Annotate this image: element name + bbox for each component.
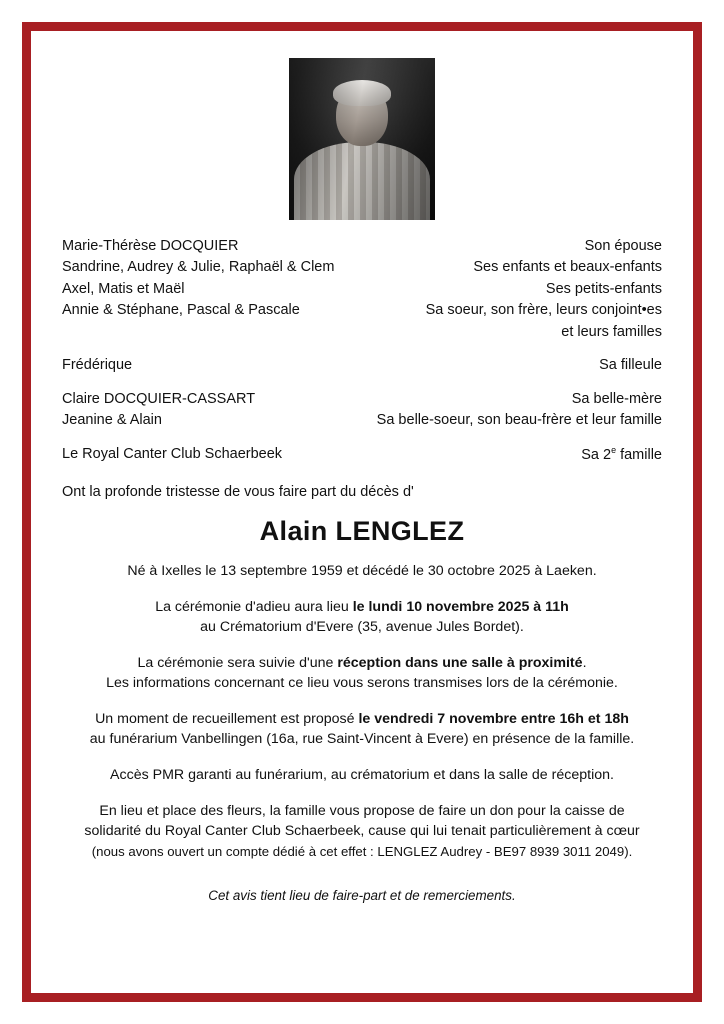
family-row: [62, 410, 662, 431]
family-relation: Sa filleule: [599, 357, 662, 374]
birth-death-line: Né à Ixelles le 13 septembre 1959 et décédé le 30 octobre 2025 à Laeken.: [127, 562, 597, 579]
family-row: [62, 279, 662, 300]
reception-highlight: réception dans une salle à proximité: [337, 654, 583, 671]
accessibility-note: Accès PMR garanti au funérarium, au crématorium et dans la salle de réception.: [110, 767, 614, 784]
donation-line-1: En lieu et place des fleurs, la famille vous propose de faire un don pour la caisse de: [99, 802, 625, 819]
family-row: [62, 257, 662, 278]
family-relation: Ses petits-enfants: [545, 280, 662, 297]
donation-account-line: (nous avons ouvert un compte dédié à cet effet : LENGLEZ Audrey - BE97 8939 3011 2049).: [91, 843, 633, 859]
reception-line-1: [62, 653, 662, 674]
family-name: Annie & Stéphane, Pascal & Pascale: [62, 302, 300, 319]
spacer: [62, 343, 662, 355]
family-row-continuation: [62, 322, 662, 343]
deceased-name: Alain LENGLEZ: [259, 515, 465, 546]
family-name: Jeanine & Alain: [62, 412, 162, 429]
ceremony-block: [62, 597, 662, 638]
family-name: Axel, Matis et Maël: [62, 280, 185, 297]
gathering-datetime: le vendredi 7 novembre entre 16h et 18h: [358, 710, 629, 727]
family-relation: Son épouse: [584, 238, 662, 254]
family-row: [62, 300, 662, 321]
family-relation: Sa belle-mère: [571, 390, 662, 407]
gathering-block: [62, 709, 662, 750]
ceremony-datetime: le lundi 10 novembre 2025 à 11h: [352, 598, 569, 615]
donation-block: [62, 801, 662, 861]
family-name: Marie-Thérèse DOCQUIER: [62, 238, 239, 254]
family-name: Claire DOCQUIER-CASSART: [62, 390, 256, 407]
announcement-intro: Ont la profonde tristesse de vous faire part du décès d': [62, 483, 414, 500]
ceremony-line-1: [62, 597, 662, 618]
reception-text-end: .: [582, 654, 587, 671]
family-row: [62, 236, 662, 257]
spacer: [62, 377, 662, 389]
announcement-content: [36, 36, 688, 988]
family-row: [62, 444, 662, 466]
family-relation: Sa soeur, son frère, leurs conjoint•es: [425, 302, 662, 319]
family-relation: Sa belle-soeur, son beau-frère et leur famille: [376, 412, 662, 429]
ceremony-line-2: au Crématorium d'Evere (35, avenue Jules Bordet).: [200, 619, 524, 636]
ceremony-text: La cérémonie d'adieu aura lieu: [155, 598, 353, 615]
portrait-photo: [289, 58, 435, 220]
gathering-line-1: [62, 709, 662, 730]
family-name: Sandrine, Audrey & Julie, Raphaël & Clem: [62, 259, 335, 276]
family-relation: Ses enfants et beaux-enfants: [473, 259, 662, 276]
closing-note: Cet avis tient lieu de faire-part et de remerciements.: [208, 887, 516, 903]
spacer: [62, 432, 662, 444]
portrait-shadow: [289, 58, 435, 220]
family-row: [62, 389, 662, 410]
gathering-text: Un moment de recueillement est proposé: [95, 710, 359, 727]
reception-line-2: Les informations concernant ce lieu vous serons transmises lors de la cérémonie.: [106, 675, 618, 692]
family-name: Frédérique: [62, 357, 133, 374]
donation-line-2: solidarité du Royal Canter Club Schaerbeek, cause qui lui tenait particulièrement à cœur: [84, 823, 640, 840]
reception-block: [62, 653, 662, 694]
family-list: [62, 236, 662, 466]
reception-text: La cérémonie sera suivie d'une: [137, 654, 338, 671]
family-name: Le Royal Canter Club Schaerbeek: [62, 445, 283, 462]
portrait-image: [289, 58, 435, 220]
family-relation: Sa 2e famille: [581, 444, 662, 463]
family-relation: et leurs familles: [561, 323, 662, 340]
family-row: [62, 355, 662, 376]
gathering-line-2: au funérarium Vanbellingen (16a, rue Saint-Vincent à Evere) en présence de la famille.: [89, 731, 635, 748]
